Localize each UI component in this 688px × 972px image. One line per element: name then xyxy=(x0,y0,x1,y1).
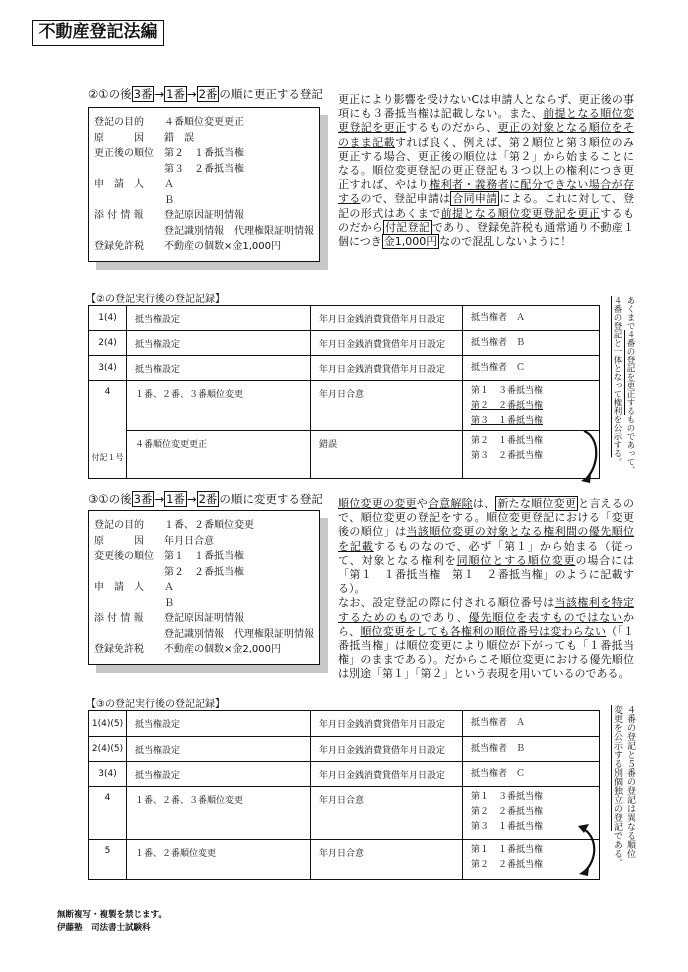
arrow-icon xyxy=(578,425,602,485)
arrow-icon: → xyxy=(186,87,197,101)
table-row xyxy=(89,787,600,840)
arrow-icon: → xyxy=(154,492,165,506)
section2-record-table xyxy=(88,305,600,479)
rights-text: 抵当権者 Ｂ xyxy=(471,337,526,348)
field-value: 第２ １番抵当権 xyxy=(164,148,244,159)
section2-side-note xyxy=(608,296,636,488)
field-value: 第２ ２番抵当権 xyxy=(164,566,244,578)
field-value: 登記識別情報 代理権限証明情報 xyxy=(164,628,314,640)
box-line xyxy=(94,146,314,162)
registration-cause: 年月日金銭消費貸借年月日設定 xyxy=(311,331,463,356)
text: あくまで xyxy=(625,296,635,330)
rights-text: 第１ ３番抵当権 xyxy=(471,792,544,802)
field-label: 変更後の順位 xyxy=(94,551,154,562)
rights-text: 抵当権者 Ａ xyxy=(471,718,526,728)
box-line xyxy=(94,580,314,596)
rights-line xyxy=(471,311,591,326)
field-value: 錯 誤 xyxy=(164,132,194,144)
rights-text: 第３ ２番抵当権 xyxy=(471,451,544,461)
rights-text: 第３ １番抵当権 xyxy=(471,822,544,832)
text: なので混乱しないように！ xyxy=(439,235,572,249)
rights-text: 第２ ２番抵当権 xyxy=(471,401,544,411)
registration-purpose: 抵当権設定 xyxy=(127,737,311,762)
box-line xyxy=(94,534,314,550)
rights-line xyxy=(471,361,591,376)
underlined-text: 当該権利を特定するためのもの xyxy=(338,596,635,624)
box-line xyxy=(94,224,314,240)
box-line xyxy=(94,177,314,193)
rights-holders xyxy=(463,711,600,737)
rights-line xyxy=(471,414,591,429)
field-value: １番、２番順位変更 xyxy=(164,520,254,531)
section3-side-note xyxy=(608,705,636,883)
rights-line xyxy=(471,449,591,464)
boxed-text: 合同申請 xyxy=(452,192,498,206)
rights-holders xyxy=(463,356,600,381)
text: であり、 xyxy=(421,610,469,624)
field-value: 登記識別情報 代理権限証明情報 xyxy=(164,225,314,237)
underlined-text: 当該順位変更の対象となる権利間の優先順位を記載 xyxy=(338,525,635,553)
section2-registration-box xyxy=(88,107,320,262)
rights-line xyxy=(471,742,591,757)
rights-line xyxy=(471,336,591,351)
registration-cause: 年月日金銭消費貸借年月日設定 xyxy=(311,762,463,787)
heading-suffix: の順に更正する登記 xyxy=(219,87,323,101)
field-value: 第１ １番抵当権 xyxy=(164,551,244,562)
rights-text: 第２ ２番抵当権 xyxy=(471,860,544,870)
field-label: 登記の目的 xyxy=(94,117,144,128)
box-line xyxy=(94,549,314,565)
field-value: ４番順位変更更正 xyxy=(164,117,244,128)
registration-purpose: 抵当権設定 xyxy=(127,711,311,737)
registration-cause: 年月日合意 xyxy=(311,840,463,880)
underlined-text: 合意解除 xyxy=(427,497,473,510)
registration-purpose: 抵当権設定 xyxy=(127,331,311,356)
field-label xyxy=(94,627,164,643)
text: である。 xyxy=(612,831,622,867)
box-line xyxy=(94,115,314,131)
field-label: 申 請 人 xyxy=(94,582,144,593)
rights-text: 第１ ３番抵当権 xyxy=(471,386,544,396)
box-line xyxy=(94,627,314,643)
box-line xyxy=(94,162,314,178)
publisher-name: 伊藤塾 司法書士試験科 xyxy=(57,923,151,933)
heading-prefix: ③①の後 xyxy=(88,492,132,506)
rank-number: 3(4) xyxy=(89,762,127,787)
boxed-number: 1番 xyxy=(166,87,185,101)
table-row xyxy=(89,711,600,737)
rank-number: 4 xyxy=(89,381,127,431)
registration-cause: 年月日金銭消費貸借年月日設定 xyxy=(311,306,463,331)
underlined-text: 前提となる順位変更登記を更正 xyxy=(338,107,635,135)
box-line xyxy=(94,518,314,534)
text: なお、設定登記の際に付される順位番号は xyxy=(338,596,555,610)
rights-line xyxy=(471,384,591,399)
arrow-icon: → xyxy=(154,87,165,101)
rights-holders xyxy=(463,306,600,331)
field-label: 添 付 情 報 xyxy=(94,210,144,221)
text: するものだから xyxy=(338,206,635,234)
table-row xyxy=(89,840,600,880)
field-label xyxy=(94,224,164,240)
text: ４番の登記と５番の登記は xyxy=(625,705,635,813)
text: は、 xyxy=(472,497,496,510)
rights-line xyxy=(471,805,591,820)
rank-number: 2(4)(5) xyxy=(89,737,127,762)
field-label: 申 請 人 xyxy=(94,179,144,190)
copyright-notice: 無断複写・複製を禁じます。 xyxy=(57,910,167,920)
box-line xyxy=(94,611,314,627)
box-line xyxy=(94,239,314,255)
field-label: 原 因 xyxy=(94,535,144,547)
field-label: 登記の目的 xyxy=(94,520,144,531)
note-line xyxy=(623,296,636,488)
rank-number: 1(4)(5) xyxy=(89,711,127,737)
box-line xyxy=(94,131,314,147)
rights-holders xyxy=(463,737,600,762)
field-label xyxy=(94,193,164,209)
registration-purpose: １番、２番、３番順位変更 xyxy=(127,787,311,840)
field-label: 原 因 xyxy=(94,132,144,144)
registration-purpose: ４番順位変更更正 xyxy=(127,431,311,479)
table-row xyxy=(89,737,600,762)
field-label: 更正後の順位 xyxy=(94,148,154,159)
registration-cause: 年月日金銭消費貸借年月日設定 xyxy=(311,711,463,737)
rights-line xyxy=(471,790,591,805)
underlined-text: 前提となる順位変更登記を更正 xyxy=(440,206,601,220)
text: 。 xyxy=(612,457,622,466)
text: ものであって、 xyxy=(625,415,635,475)
rank-number: 4 xyxy=(89,787,127,840)
field-value: Ａ xyxy=(164,582,174,593)
box-line xyxy=(94,208,314,224)
rights-text: 第１ １番抵当権 xyxy=(471,845,544,855)
boxed-number: 1番 xyxy=(166,492,185,506)
field-value: Ｂ xyxy=(164,194,174,206)
text: 更正により影響を受けないCは申請人とならず、更正後の事項にも３番抵当権は記載しない。また、 xyxy=(338,93,634,121)
registration-cause: 年月日合意 xyxy=(311,381,463,431)
rights-line xyxy=(471,716,591,731)
field-value: 年月日合意 xyxy=(164,535,214,547)
text: ので、登記申請は xyxy=(360,192,451,206)
section3-table-caption: 【③の登記実行後の登記記録】 xyxy=(86,699,225,710)
field-label: 添 付 情 報 xyxy=(94,613,144,624)
underlined-text: 順位変更をしても各権利の順位番号は変わらない xyxy=(360,624,607,638)
boxed-number: 2番 xyxy=(198,87,218,101)
registration-purpose: １番、２番、３番順位変更 xyxy=(127,381,311,431)
rights-holders xyxy=(463,331,600,356)
rights-holders xyxy=(463,381,600,431)
box-line xyxy=(94,565,314,581)
rights-line xyxy=(471,858,591,873)
underlined-text: 同順位とする順位変更 xyxy=(456,553,576,567)
arrow-icon: → xyxy=(186,492,197,506)
table-row xyxy=(89,381,600,431)
rights-text: 抵当権者 Ｂ xyxy=(471,743,526,754)
table-row xyxy=(89,762,600,787)
field-value: 登記原因証明情報 xyxy=(164,210,244,221)
registration-purpose: 抵当権設定 xyxy=(127,356,311,381)
note-line xyxy=(610,705,623,883)
registration-cause: 錯誤 xyxy=(311,431,463,479)
boxed-number: 2番 xyxy=(198,492,218,506)
registration-purpose: 抵当権設定 xyxy=(127,306,311,331)
box-line xyxy=(94,596,314,612)
text: の場合には「第１ １番抵当権 第１ ２番抵当権」のように記載する）。 xyxy=(338,553,635,596)
underlined-text: 更正の対象となる順位をそのまま記載 xyxy=(338,121,635,149)
field-label: 登録免許税 xyxy=(94,644,144,655)
text: から、 xyxy=(338,610,634,638)
section2-explanation xyxy=(338,93,634,249)
field-value: 第３ ２番抵当権 xyxy=(164,163,244,175)
section3-registration-box xyxy=(88,510,320,665)
paragraph xyxy=(338,93,634,249)
field-label: 登録免許税 xyxy=(94,241,144,252)
field-label xyxy=(94,162,164,178)
rights-text: 第２ １番抵当権 xyxy=(471,436,544,446)
rights-text: 抵当権者 Ｃ xyxy=(471,362,526,373)
registration-cause: 年月日金銭消費貸借年月日設定 xyxy=(311,737,463,762)
text: であり、登録免許税も通常通り不動産１個につき xyxy=(338,220,635,249)
rank-number: 付記１号 xyxy=(89,431,127,479)
registration-cause: 年月日金銭消費貸借年月日設定 xyxy=(311,356,463,381)
rights-holders xyxy=(463,762,600,787)
text: （「１番抵当権」は順位変更により順位が下がっても「１番抵当権」のままである）。だからこそ順位変更における優先順位は別途「第１」「第２」という表現を用いているのである。 xyxy=(338,624,635,681)
section3-heading xyxy=(88,491,323,507)
section2-heading xyxy=(88,86,323,102)
table-row xyxy=(89,331,600,356)
rank-number: 1(4) xyxy=(89,306,127,331)
page-title: 不動産登記法編 xyxy=(32,20,164,46)
section2-table-caption: 【②の登記実行後の登記記録】 xyxy=(86,294,225,305)
field-value: 不動産の個数×金1,000円 xyxy=(164,241,282,252)
text: するものだから、 xyxy=(406,121,498,135)
rights-text: 第２ ２番抵当権 xyxy=(471,807,544,817)
box-line xyxy=(94,642,314,658)
rights-line xyxy=(471,399,591,414)
note-line xyxy=(623,705,636,883)
rank-number: 3(4) xyxy=(89,356,127,381)
boxed-number: 3番 xyxy=(133,492,153,506)
boxed-text: 付記登記 xyxy=(384,220,430,234)
note-line xyxy=(610,296,623,488)
rights-line xyxy=(471,843,591,858)
table-row xyxy=(89,306,600,331)
underlined-text: 順位変更の変更 xyxy=(338,497,417,510)
rights-line xyxy=(471,820,591,835)
rights-text: 第３ １番抵当権 xyxy=(471,416,544,426)
boxed-number: 3番 xyxy=(133,87,153,101)
rights-line xyxy=(471,434,591,449)
heading-suffix: の順に変更する登記 xyxy=(219,492,323,506)
underlined-text: ４番の登記と一体となって権利を公示する xyxy=(612,296,622,458)
paragraph xyxy=(338,596,634,681)
table-row xyxy=(89,356,600,381)
underlined-text: ４番の登記を更正する xyxy=(625,330,635,415)
field-value: Ａ xyxy=(164,179,174,190)
rights-line xyxy=(471,767,591,782)
underlined-text: 変更を公示する別個独立の登記 xyxy=(612,705,622,831)
underlined-text: 権利者・義務者に配分できない場合が存する xyxy=(338,178,635,206)
footer xyxy=(57,909,167,935)
underlined-text: 優先順位を表すものではない xyxy=(468,610,623,624)
field-value: 不動産の個数×金2,000円 xyxy=(164,644,282,655)
heading-prefix: ②①の後 xyxy=(88,87,132,101)
rights-text: 抵当権者 Ａ xyxy=(471,312,526,323)
registration-cause: 年月日合意 xyxy=(311,787,463,840)
boxed-text: 金1,000円 xyxy=(383,235,438,249)
section3-explanation xyxy=(338,497,634,682)
text: するものなので、必ず「第１」から始まる（従って、対象となる権利を xyxy=(338,539,635,567)
boxed-text: 異なる順位 xyxy=(625,813,635,858)
rank-number: 5 xyxy=(89,840,127,880)
double-arrow-icon xyxy=(574,820,600,880)
boxed-text: 新たな順位変更 xyxy=(497,497,577,510)
table-row xyxy=(89,431,600,479)
field-label xyxy=(94,596,164,612)
field-label xyxy=(94,565,164,581)
rank-number: 2(4) xyxy=(89,331,127,356)
field-value: 登記原因証明情報 xyxy=(164,613,244,624)
paragraph xyxy=(338,497,634,596)
section3-record-table xyxy=(88,710,600,880)
box-line xyxy=(94,193,314,209)
text: や xyxy=(416,497,428,510)
registration-purpose: １番、２番順位変更 xyxy=(127,840,311,880)
text: による。これに対して、登記の形式はあくまで xyxy=(338,192,635,220)
field-value: Ｂ xyxy=(164,597,174,609)
rights-text: 抵当権者 Ｃ xyxy=(471,768,526,779)
registration-purpose: 抵当権設定 xyxy=(127,762,311,787)
text: すれば良く、例えば、第２順位と第３順位のみ更正する場合、更正後の順位は「第２」から始まることになる。順位変更登記の更正登記も３つ以上の権利につき更正すれば、やはり xyxy=(338,135,635,192)
text: と言えるので、順位変更の登記をする。順位変更登記における「変更後の順位」は xyxy=(338,497,635,539)
